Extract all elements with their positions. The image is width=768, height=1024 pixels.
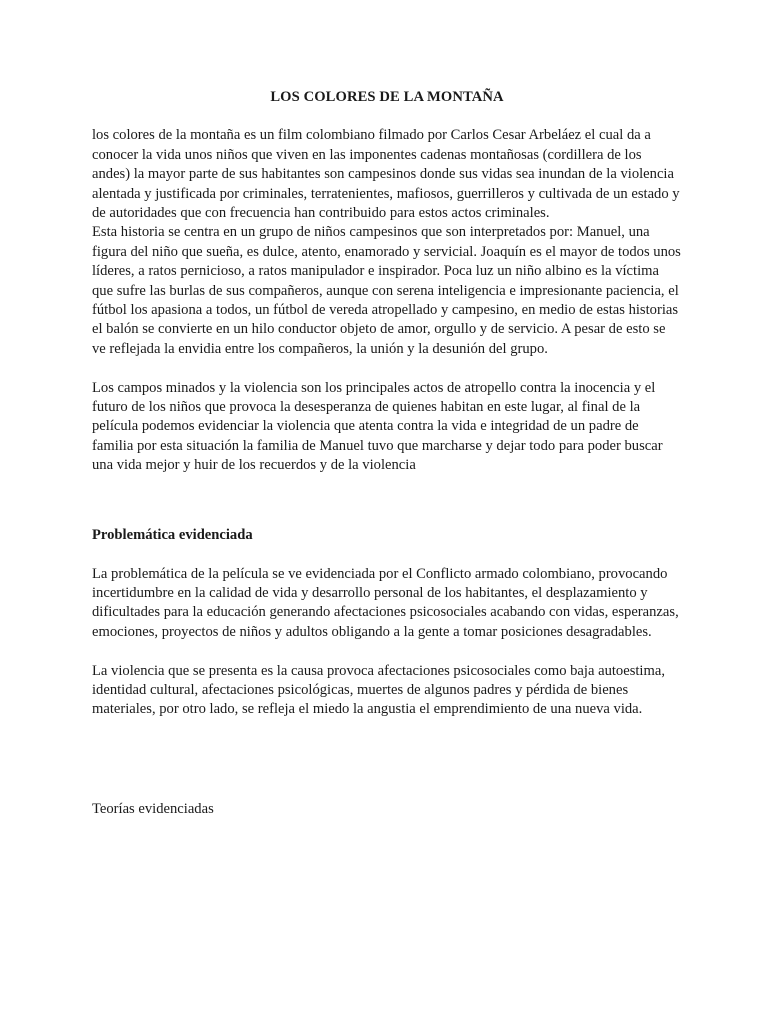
- spacer: [92, 720, 682, 800]
- heading-teorias: Teorías evidenciadas: [92, 800, 214, 817]
- heading-problematica: Problemática evidenciada: [92, 526, 253, 543]
- spacer: [92, 545, 682, 564]
- spacer: [92, 642, 682, 661]
- spacer: [92, 359, 682, 378]
- document-content: [92, 88, 682, 819]
- paragraph-violence: Los campos minados y la violencia son los principales actos de atropello contra la inocencia y el futuro de los niños que provoca la desesperanza de quienes habitan en este lugar, al final de la película podemos evidenciar la violencia que atenta contra la vida e integridad de un padre de familia por esta situación la familia de Manuel tuvo que marcharse y dejar todo para poder buscar una vida mejor y huir de los recuerdos y de la violencia: [92, 379, 663, 474]
- paragraph-afectaciones: La violencia que se presenta es la causa provoca afectaciones psicosociales como baja autoestima, identidad cultural, afectaciones psicológicas, muertes de algunos padres y pérdida de bienes materiales, por otro lado, se refleja el miedo la angustia el emprendimiento de una nueva vida.: [92, 662, 665, 718]
- spacer: [92, 476, 682, 526]
- paragraph-characters: Esta historia se centra en un grupo de niños campesinos que son interpretados por: Manuel, una figura del niño que sueña, es dulce, atento, enamorado y servicial. Joaquín es el mayor de todos unos líderes, a ratos pernicioso, a ratos manipulador e inspirador. Poca luz un niño albino es la víctima que sufre las burlas de sus compañeros, aunque con serena inteligencia e impresionante paciencia, el fútbol los apasiona a todos, un fútbol de vereda atropellado y campesino, en medio de estas historias el balón se convierte en un hilo conductor objeto de amor, orgullo y de servicio. A pesar de esto se ve reflejada la envidia entre los compañeros, la unión y la desunión del grupo.: [92, 224, 681, 357]
- paragraph-intro: los colores de la montaña es un film colombiano filmado por Carlos Cesar Arbeláez el cual da a conocer la vida unos niños que viven en las imponentes cadenas montañosas (cordillera de los andes) la mayor parte de sus habitantes son campesinos donde sus vidas sea inundan de la violencia alentada y justificada por criminales, terratenientes, mafiosos, guerrilleros y cultivada de un estado y de autoridades que con frecuencia han contribuido para estos actos criminales.: [92, 127, 680, 222]
- document-title: LOS COLORES DE LA MONTAÑA: [270, 89, 504, 105]
- paragraph-problematica: La problemática de la película se ve evidenciada por el Conflicto armado colombiano, provocando incertidumbre en la calidad de vida y desarrollo personal de los habitantes, el desplazamiento y dificultades para la educación generando afectaciones psicosociales acabando con vidas, esperanzas, emociones, proyectos de niños y adultos obligando a la gente a tomar posiciones desagradables.: [92, 565, 679, 640]
